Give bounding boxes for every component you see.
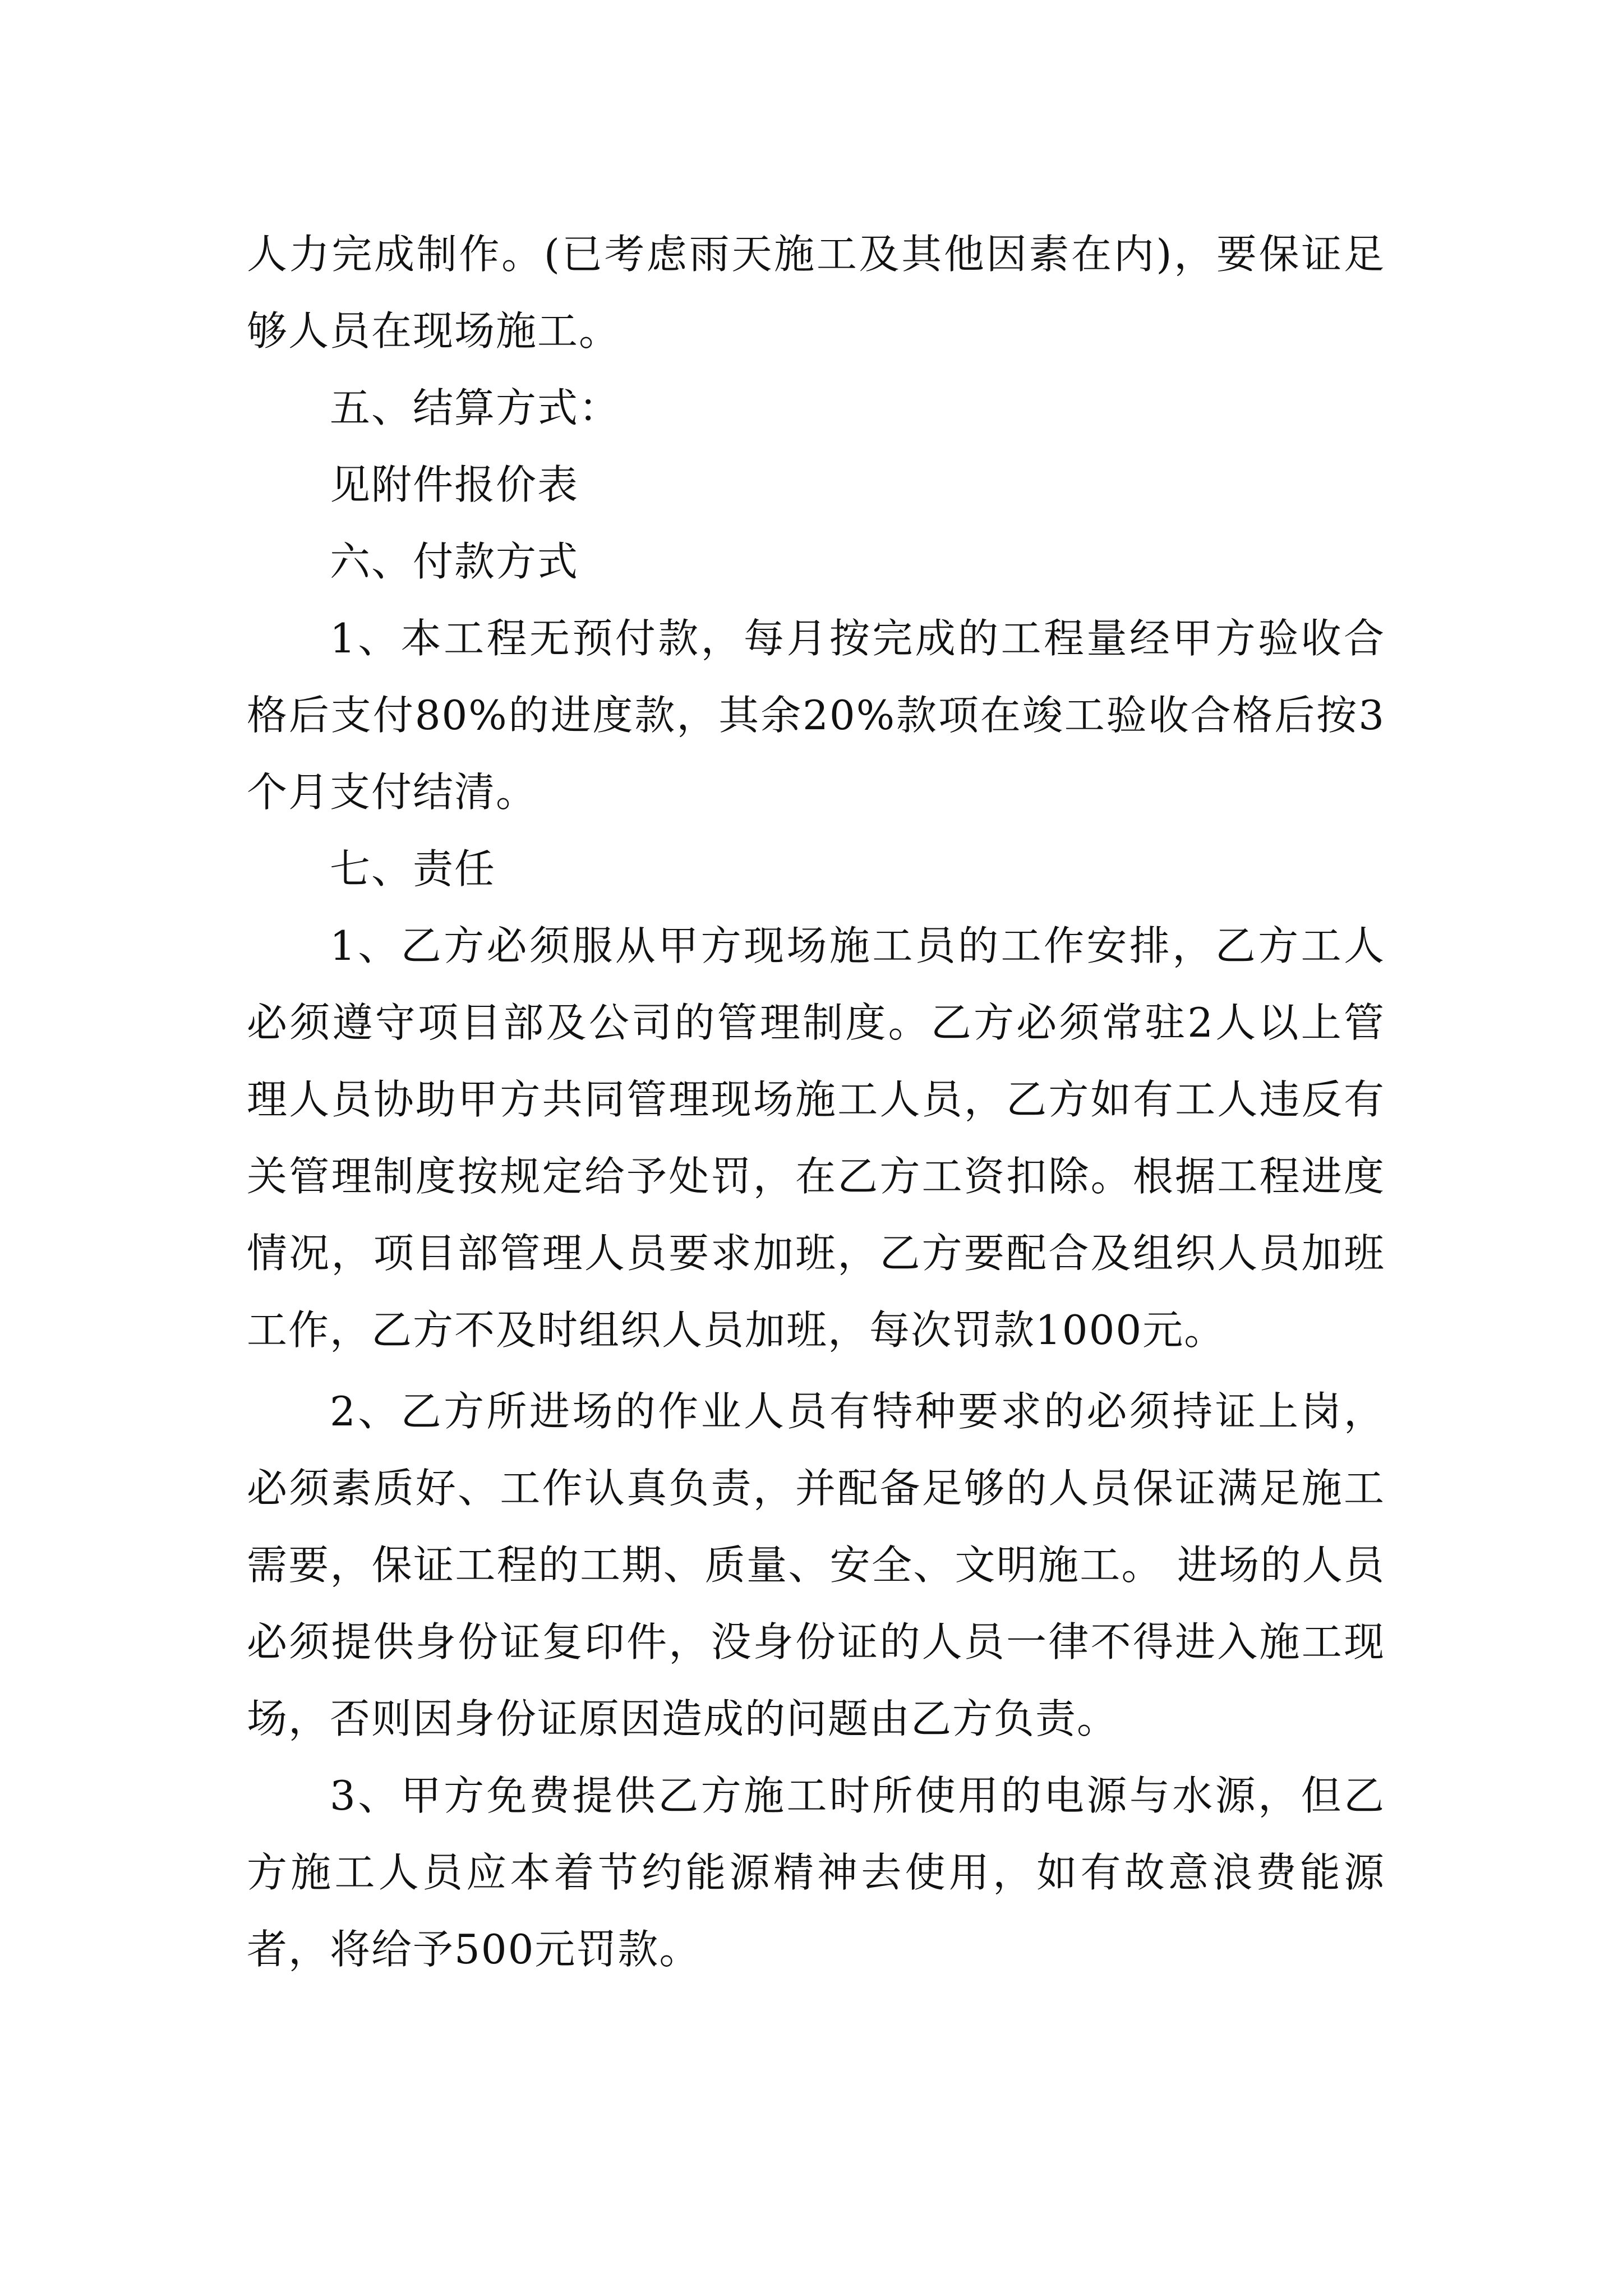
paragraph-responsibility-1: 1、乙方必须服从甲方现场施工员的工作安排，乙方工人必须遵守项目部及公司的管理制度。乙方必须常驻2人以上管理人员协助甲方共同管理现场施工人员，乙方如有工人违反有关管理制度按规定给予处罚，在乙方工资扣除。根据工程进度情况，项目部管理人员要求加班，乙方要配合及组织人员加班工作，乙方不及时组织人员加班，每次罚款1000元。 — [247, 922, 1385, 1354]
heading-responsibility: 七、责任 — [330, 845, 496, 892]
paragraph-continuation: 人力完成制作。(已考虑雨天施工及其他因素在内)，要保证足够人员在现场施工。 — [247, 231, 1385, 355]
document-body — [247, 216, 1385, 1988]
heading-payment-method: 六、付款方式 — [330, 538, 579, 585]
paragraph-responsibility-3: 3、甲方免费提供乙方施工时所使用的电源与水源，但乙方施工人员应本着节约能源精神去使用，如有故意浪费能源者，将给予500元罚款。 — [247, 1772, 1385, 1973]
paragraph-payment-1: 1、本工程无预付款，每月按完成的工程量经甲方验收合格后支付80%的进度款，其余20%款项在竣工验收合格后按3个月支付结清。 — [247, 615, 1385, 816]
paragraph-responsibility-2: 2、乙方所进场的作业人员有特种要求的必须持证上岗，必须素质好、工作认真负责，并配备足够的人员保证满足施工需要，保证工程的工期、质量、安全、文明施工。 进场的人员必须提供身份证复印件，没身份证的人员一律不得进入施工现场，否则因身份证原因造成的问题由乙方负责。 — [247, 1388, 1385, 1742]
paragraph-settlement-detail: 见附件报价表 — [330, 461, 579, 508]
heading-settlement-method: 五、结算方式： — [330, 384, 621, 431]
